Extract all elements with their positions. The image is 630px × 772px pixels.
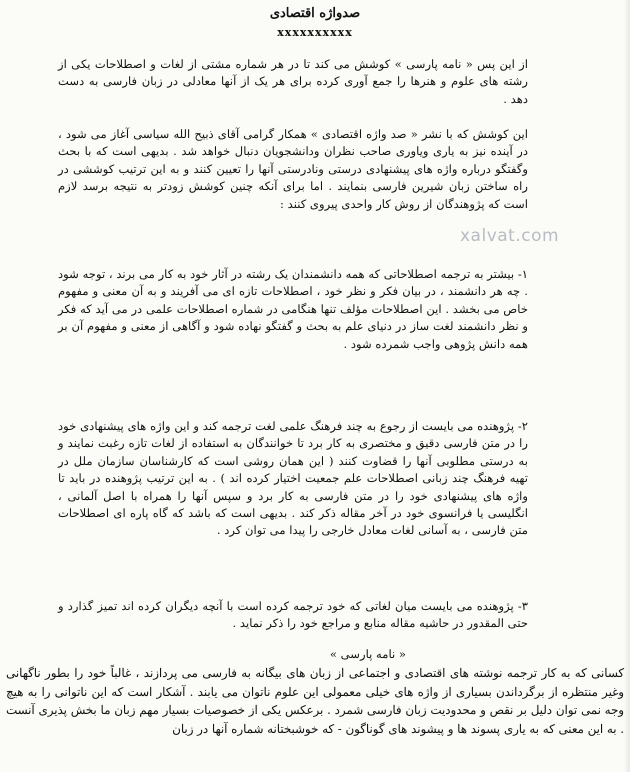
point-two-paragraph: ۲- پژوهنده می بایست از رجوع به چند فرهنگ علمی لغت ترجمه کند و این واژه های پیشنهادی خود را در متن فارسی دقیق و مختصری به کار برد تا خوانندگان به استفاده از لغات تازه رغبت نمایند و به درستی مطلوبی آنها را قضاوت کنند ( این همان روشی است که کارشناسان سازمان ملل در تهیه فرهنگ چند زبانی اصطلاحات علم جمعیت اختیار کرده اند ) . به این ترتیب پژوهنده در باید تا واژه های پیشنهادی خود را در متن فارسی به کار برد و سپس آنها را همراه با اصل آلمانی ، انگلیسی یا فرانسوی خود در آخر مقاله ذکر کند . بدیهی است که باشد که گاه پاره ای اصطلاحات متن فارسی ، به آسانی لغات معادل خارجی را پیدا می توان کرد .	[58, 419, 528, 538]
page-edge-shadow	[624, 0, 630, 772]
point-three-paragraph: ۳- پژوهنده می بایست میان لغاتی که خود ترجمه کرده است با آنچه دیگران کرده اند تمیز گذارد و حتی المقدور در حاشیه مقاله منابع و مراجع خود را ذکر نماید .	[58, 599, 528, 631]
footer-paragraph: کسانی که به کار ترجمه نوشته های اقتصادی و اجتماعی از زبان های بیگانه به فارسی می پردازند ، غالباً خود را بطور ناگهانی وغیر منتظره از برگرداندن بسیاری از واژه های خیلی معمولی این علوم ناتوان می یابند . آشکار است که این ناتوانی را به هیچ وجه نمی توان دلیل بر نقص و محدودیت زبان فارسی شمرد . برعکس یکی از خصوصیات بسیار مهم زبان ما بخش پذیری آنست . به این معنی که به یاری پسوند ها و پیشوند های گوناگون - که خوشبختانه شماره آنها در زبان	[6, 666, 624, 736]
document-title: صدواژه اقتصادی	[269, 6, 361, 21]
title-separator: xxxxxxxxxx	[277, 26, 353, 39]
intro-paragraph: از این پس « نامه پارسی » کوشش می کند تا در هر شماره مشتی از لغات و اصطلاحات یکی از رشته های علوم و هنرها را جمع آوری کرده برای هر یک از آنها معادلی در زبان فارسی به دست دهد .	[58, 57, 528, 106]
watermark: xalvat.com	[460, 226, 560, 246]
second-paragraph: این کوشش که با نشر « صد واژه اقتصادی » همکار گرامی آقای ذبیح الله سیاسی آغاز می شود ، در آینده نیز به یاری ویاوری صاحب نظران ودانشجویان دنبال خواهد شد . بدیهی است که با بحث وگفتگو درباره واژه های پیشنهادی درستی ونادرستی آنها را تعیین کنند و به این ترتیب کوششی در راه ساختن زبان شیرین فارسی بنمایند . اما برای آنکه چنین کوشش زودتر به نتیجه برسد لازم است که پژوهندگان از روش کار واحدی پیروی کنند :	[58, 127, 528, 211]
signature: « نامه پارسی »	[329, 647, 406, 661]
point-one-paragraph: ۱- بیشتر به ترجمه اصطلاحاتی که همه دانشمندان یک رشته در آثار خود به کار می برند ، توجه شود . چه هر دانشمند ، در بیان فکر و نظر خود ، اصطلاحات تازه ای می آفریند و به آن معنی و مفهوم خاص می بخشد . این اصطلاحات مؤلف تنها هنگامی در شماره اصطلاحات علمی در می آید که فکر و نظر دانشمند لغت ساز در دنیای علم به بحث و گفتگو نهاده شود و آگاهی از معنی و مفهوم آن بر همه دانش پژوهی واجب شمرده شود .	[58, 267, 528, 351]
